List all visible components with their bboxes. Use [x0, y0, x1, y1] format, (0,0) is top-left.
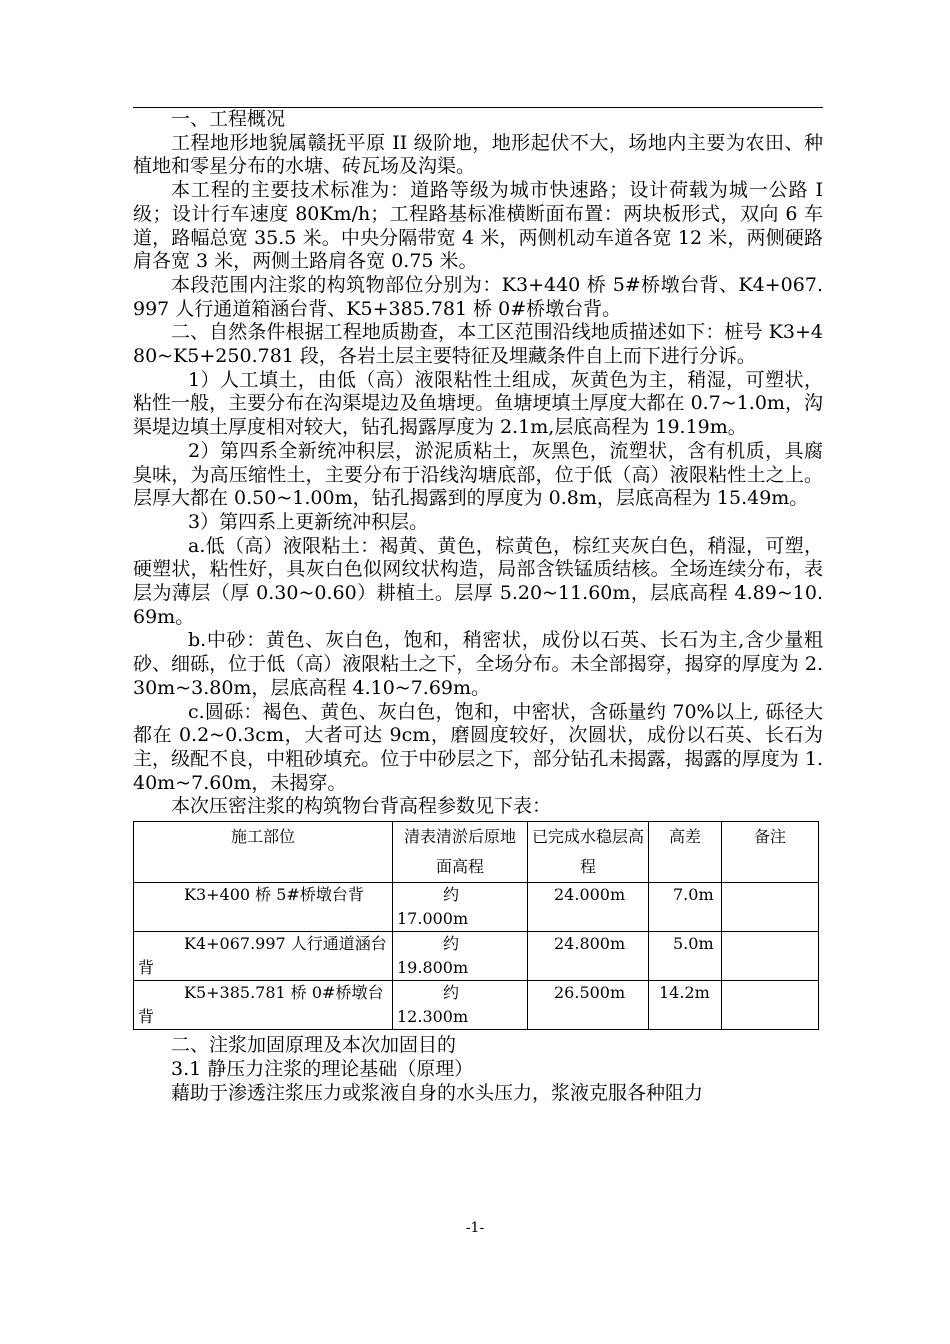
section-heading-grouting: 二、注浆加固原理及本次加固目的	[171, 1034, 457, 1057]
cell-difference: 14.2m	[649, 981, 722, 1030]
table-row	[134, 981, 819, 1030]
header-remarks: 备注	[722, 822, 819, 883]
paragraph-gravel: c.圆砾：褐色、黄色、灰白色，饱和，中密状，含砾量约 70%以上, 砾径大都在 0.2~0.3cm，大者可达 9cm，磨圆度较好，次圆状，成份以石英、长石为主，级配不良，中粗砂填充。位于中砂层之下，部分钻孔未揭露，揭露的厚度为 1.40m~7.60m，未揭穿。	[133, 700, 823, 794]
cell-finished-elevation: 24.800m	[528, 932, 649, 981]
header-construction-part: 施工部位	[134, 822, 393, 883]
cell-finished-elevation: 26.500m	[528, 981, 649, 1030]
table-row	[134, 932, 819, 981]
cell-original-elevation: 约19.800m	[393, 932, 528, 981]
header-elevation-difference: 高差	[649, 822, 722, 883]
paragraph-pleistocene-layer: 3）第四系上更新统冲积层。	[188, 510, 429, 533]
table-row	[134, 883, 819, 932]
paragraph-standards: 本工程的主要技术标准为：道路等级为城市快速路；设计荷载为城一公路 I 级；设计行车速度 80Km/h；工程路基标准横断面布置：两块板形式，双向 6 车道，路幅总宽 35.5 米。中央分隔带宽 4 米，两侧机动车道各宽 12 米，两侧硬路肩各宽 3 米，两侧土路肩各宽 0.75 米。	[133, 179, 823, 273]
paragraph-clay: a.低（高）液限粘土：褐黄、黄色，棕黄色，棕红夹灰白色，稍湿，可塑，硬塑状，粘性好，具灰白色似网纹状构造，局部含铁锰质结核。全场连续分布，表层为薄层（厚 0.30~0.60）耕植土。层厚 5.20~11.60m，层底高程 4.89~10.69m。	[133, 534, 823, 628]
cell-remarks	[722, 883, 819, 932]
cell-remarks	[722, 932, 819, 981]
cell-part: K3+400 桥 5#桥墩台背	[134, 883, 393, 932]
paragraph-fill-soil: 1）人工填土，由低（高）液限粘性土组成，灰黄色为主，稍湿，可塑状，粘性一般，主要分布在沟渠堤边及鱼塘埂。鱼塘埂填土厚度大都在 0.7~1.0m，沟渠堤边填土厚度相对较大，钻孔揭露厚度为 2.1m,层底高程为 19.19m。	[133, 368, 823, 439]
paragraph-natural-conditions: 二、自然条件根据工程地质勘查，本工区范围沿线地质描述如下：桩号 K3+480~K5+250.781 段，各岩土层主要特征及埋藏条件自上而下进行分诉。	[133, 321, 823, 368]
header-finished-elevation: 已完成水稳层高程	[528, 822, 649, 883]
cell-difference: 7.0m	[649, 883, 722, 932]
cell-difference: 5.0m	[649, 932, 722, 981]
cell-remarks	[722, 981, 819, 1030]
table-header-row	[134, 822, 819, 883]
header-original-elevation: 清表清淤后原地面高程	[393, 822, 528, 883]
paragraph-holocene-layer: 2）第四系全新统冲积层，淤泥质粘土，灰黑色，流塑状，含有机质，具腐臭味，为高压缩性土，主要分布于沿线沟塘底部，位于低（高）液限粘性土之上。层厚大都在 0.50~1.00m，钻孔揭露到的厚度为 0.8m，层底高程为 15.49m。	[133, 439, 823, 510]
cell-original-elevation: 约12.300m	[393, 981, 528, 1030]
section-heading-overview: 一、工程概况	[171, 108, 286, 130]
paragraph-principle: 藉助于渗透注浆压力或浆液自身的水头压力，浆液克服各种阻力	[171, 1081, 704, 1104]
subsection-heading-principle: 3.1 静压力注浆的理论基础（原理）	[171, 1057, 474, 1080]
cell-original-elevation: 约17.000m	[393, 883, 528, 932]
document-body	[133, 108, 823, 1105]
paragraph-grouting-locations: 本段范围内注浆的构筑物部位分别为：K3+440 桥 5#桥墩台背、K4+067.997 人行通道箱涵台背、K5+385.781 桥 0#桥墩台背。	[133, 273, 823, 320]
paragraph-terrain: 工程地形地貌属赣抚平原 II 级阶地，地形起伏不大，场地内主要为农田、种植地和零星分布的水塘、砖瓦场及沟渠。	[133, 131, 823, 178]
paragraph-table-intro: 本次压密注浆的构筑物台背高程参数见下表：	[171, 795, 552, 818]
cell-part: K4+067.997 人行通道涵台背	[134, 932, 393, 981]
page-number: -1-	[465, 1220, 485, 1236]
cell-part: K5+385.781 桥 0#桥墩台背	[134, 981, 393, 1030]
cell-finished-elevation: 24.000m	[528, 883, 649, 932]
paragraph-medium-sand: b.中砂：黄色、灰白色，饱和，稍密状，成份以石英、长石为主,含少量粗砂、细砾，位于低（高）液限粘土之下，全场分布。未全部揭穿，揭穿的厚度为 2.30m~3.80m，层底高程 4.10~7.69m。	[133, 629, 823, 699]
elevation-parameter-table	[133, 821, 819, 1030]
